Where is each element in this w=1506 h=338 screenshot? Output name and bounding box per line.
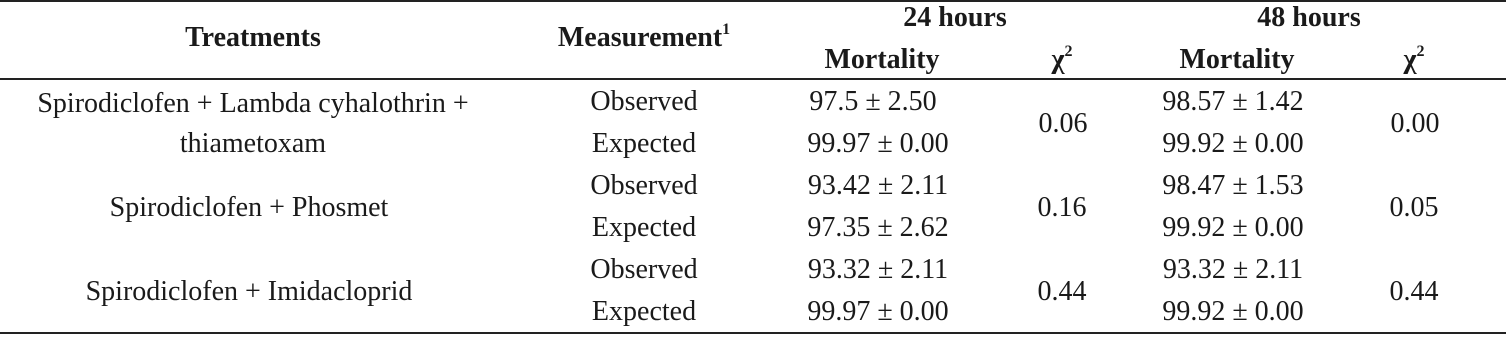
header-chi-24-symbol: χ	[1051, 44, 1065, 75]
row-2-treatment: Spirodiclofen + Phosmet	[109, 192, 389, 223]
table-bottom-rule	[0, 332, 1506, 334]
row-1-observed-24: 97.5 ± 2.50	[809, 86, 937, 117]
row-2-observed-label: Observed	[590, 170, 698, 201]
row-1-expected-48: 99.92 ± 0.00	[1162, 128, 1304, 159]
row-1-chi-24: 0.06	[1038, 108, 1088, 139]
header-chi-24-exponent: 2	[1064, 42, 1073, 60]
row-1-observed-label: Observed	[590, 86, 698, 117]
row-2-expected-24: 97.35 ± 2.62	[807, 212, 949, 243]
row-1-treatment: Spirodiclofen + Lambda cyhalothrin + thiametoxam	[37, 88, 469, 159]
row-2-observed-48: 98.47 ± 1.53	[1162, 170, 1304, 201]
header-measurement-footnote: 1	[722, 20, 731, 38]
row-2-chi-48: 0.05	[1389, 192, 1439, 223]
header-treatments: Treatments	[185, 22, 321, 53]
row-3-chi-24: 0.44	[1037, 276, 1087, 307]
row-3-expected-label: Expected	[591, 296, 697, 327]
header-48-hours: 48 hours	[1257, 2, 1361, 33]
header-chi-24	[1052, 44, 1073, 76]
header-24-hours: 24 hours	[903, 2, 1007, 33]
header-chi-48-exponent: 2	[1416, 42, 1425, 60]
header-mortality-48: Mortality	[1179, 44, 1295, 75]
table-header-rule	[0, 78, 1506, 80]
row-2-expected-label: Expected	[591, 212, 697, 243]
header-chi-48	[1404, 44, 1425, 76]
row-3-chi-48: 0.44	[1389, 276, 1439, 307]
row-1-observed-48: 98.57 ± 1.42	[1162, 86, 1304, 117]
row-1-expected-label: Expected	[591, 128, 697, 159]
header-mortality-24: Mortality	[824, 44, 940, 75]
row-2-expected-48: 99.92 ± 0.00	[1162, 212, 1304, 243]
row-3-treatment: Spirodiclofen + Imidacloprid	[85, 276, 413, 307]
row-3-observed-label: Observed	[590, 254, 698, 285]
header-measurement	[558, 22, 730, 54]
header-measurement-label: Measurement	[557, 22, 723, 53]
row-3-observed-48: 93.32 ± 2.11	[1162, 254, 1304, 285]
row-3-expected-48: 99.92 ± 0.00	[1162, 296, 1304, 327]
row-3-observed-24: 93.32 ± 2.11	[807, 254, 949, 285]
row-2-chi-24: 0.16	[1037, 192, 1087, 223]
row-1-expected-24: 99.97 ± 0.00	[807, 128, 949, 159]
row-2-observed-24: 93.42 ± 2.11	[807, 170, 949, 201]
row-3-expected-24: 99.97 ± 0.00	[807, 296, 949, 327]
row-1-chi-48: 0.00	[1390, 108, 1440, 139]
header-chi-48-symbol: χ	[1403, 44, 1417, 75]
